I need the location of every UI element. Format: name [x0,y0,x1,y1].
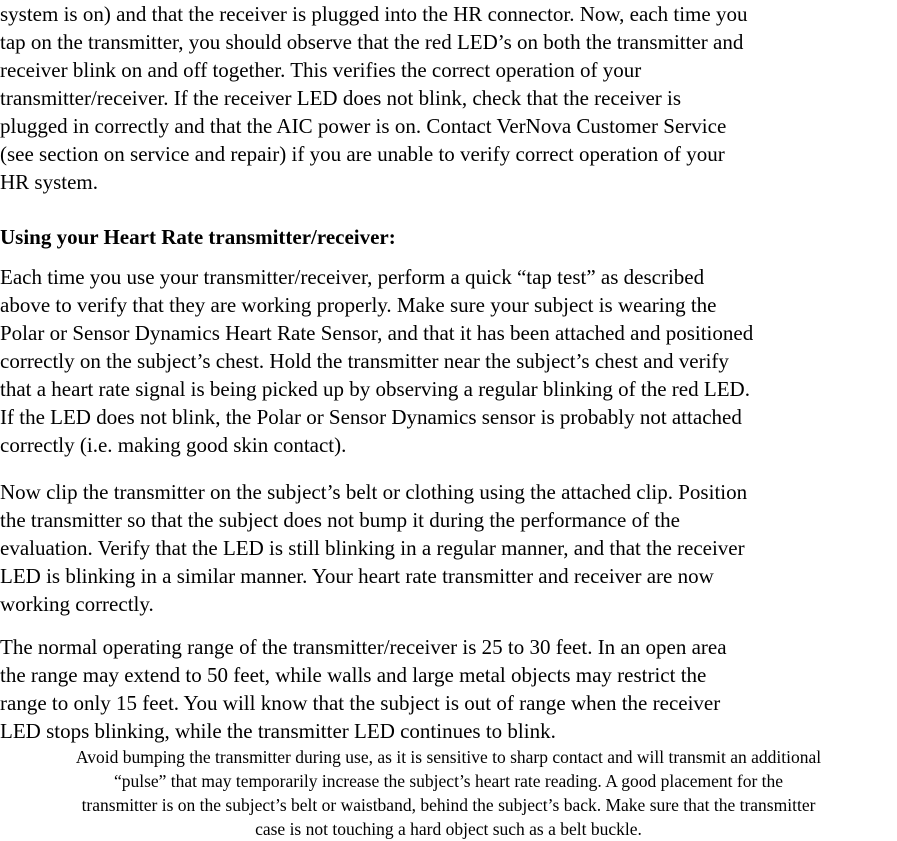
paragraph-operating-range: The normal operating range of the transmitter/receiver is 25 to 30 feet. In an open area the range may extend to 50 feet, while walls and large metal objects may restrict the range to only 15 feet. You will know that the subject is out of range when the receiver LED stops blinking, while the transmitter LED continues to blink. [0,635,727,743]
paragraph-receiver-check: system is on) and that the receiver is plugged into the HR connector. Now, each time you tap on the transmitter, you should observe that the red LED’s on both the transmitter and receiver blink on and off together. This verifies the correct operation of your transmitter/receiver. If the receiver LED does not blink, check that the receiver is plugged in correctly and that the AIC power is on. Contact VerNova Customer Service (see section on service and repair) if you are unable to verify correct operation of your HR system. [0,2,748,194]
section-heading: Using your Heart Rate transmitter/receiver: [0,225,396,249]
placement-note: Avoid bumping the transmitter during use, as it is sensitive to sharp contact and will transmit an additional “pulse” that may temporarily increase the subject’s heart rate reading. A good placement for the transmitter is on the subject’s belt or waistband, behind the subject’s back. Make sure that the transmitter case is not touching a hard object such as a belt buckle. [75,747,822,839]
paragraph-tap-test: Each time you use your transmitter/receiver, perform a quick “tap test” as described above to verify that they are working properly. Make sure your subject is wearing the Polar or Sensor Dynamics Heart Rate Sensor, and that it has been attached and positioned correctly on the subject’s chest. Hold the transmitter near the subject’s chest and verify that a heart rate signal is being picked up by observing a regular blinking of the red LED. If the LED does not blink, the Polar or Sensor Dynamics sensor is probably not attached correctly (i.e. making good skin contact). [0,265,754,457]
paragraph-clip-transmitter: Now clip the transmitter on the subject’s belt or clothing using the attached clip. Position the transmitter so that the subject does not bump it during the performance of the evaluation. Verify that the LED is still blinking in a regular manner, and that the receiver LED is blinking in a similar manner. Your heart rate transmitter and receiver are now working correctly. [0,480,748,616]
